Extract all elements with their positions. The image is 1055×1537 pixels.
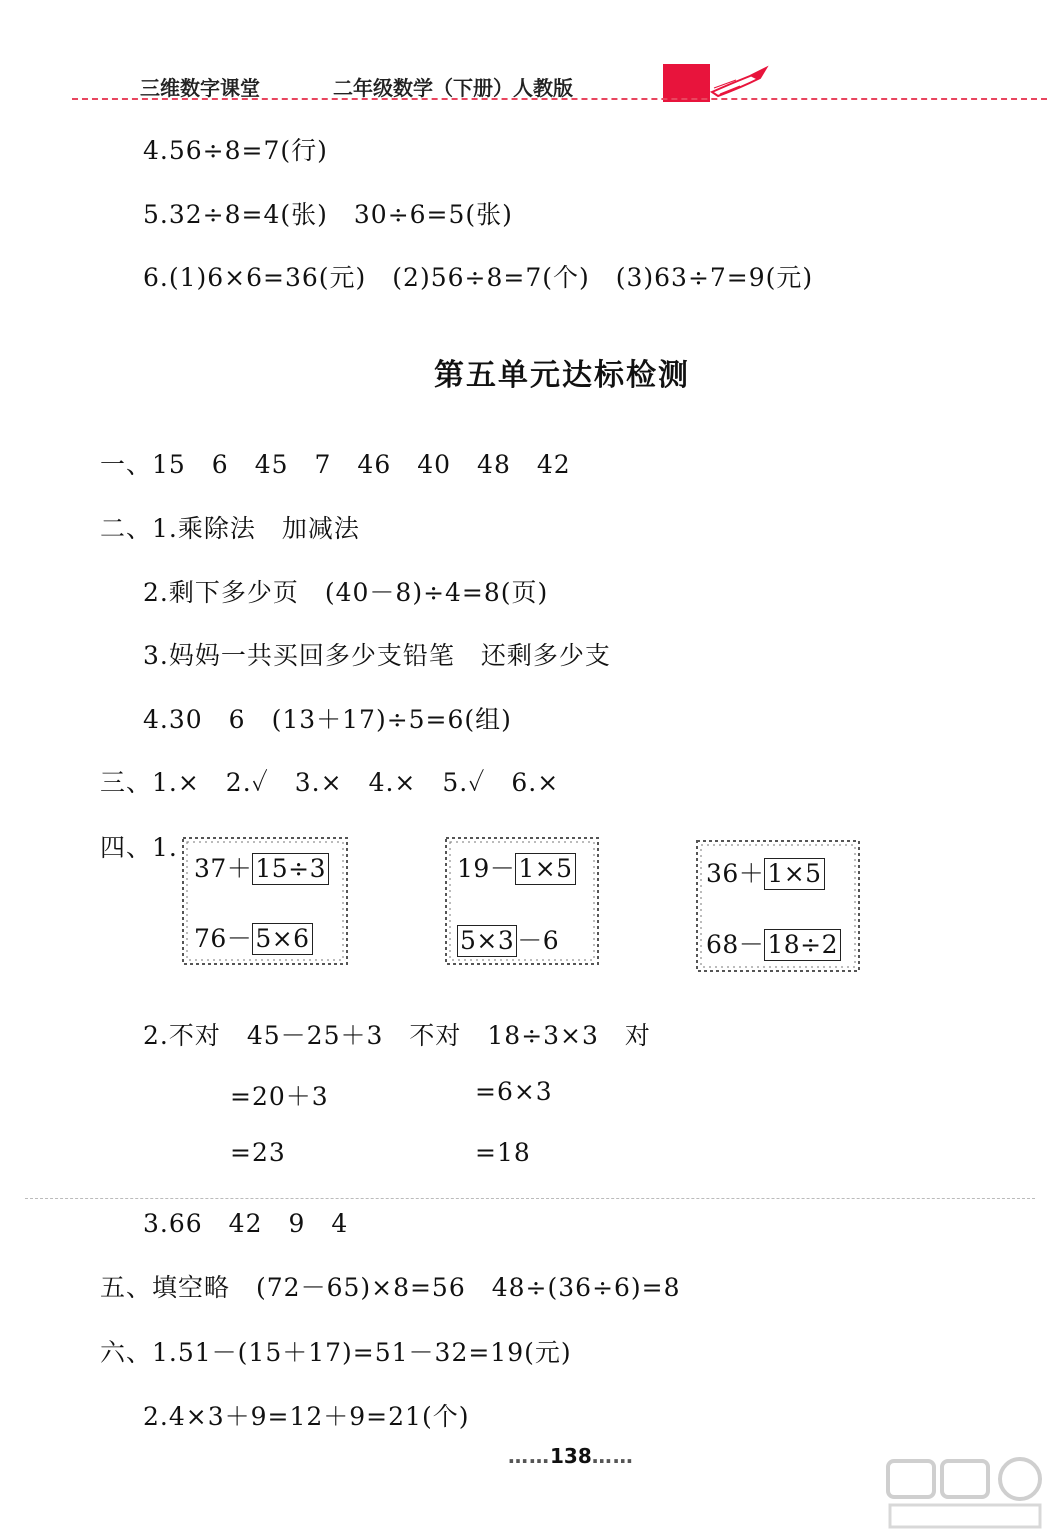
rocket-icon bbox=[710, 62, 772, 102]
part-6-q2: 2.4×3＋9=12＋9=21(个) bbox=[143, 1402, 470, 1431]
puzzle-1-bottom-box: 5×6 bbox=[252, 923, 312, 955]
puzzle-3-bottom-prefix: 68－ bbox=[706, 930, 765, 959]
part-4-label: 四、1. bbox=[100, 833, 178, 862]
part-2-q2: 2.剩下多少页 (40－8)÷4=8(页) bbox=[143, 578, 549, 607]
puzzle-2-bottom bbox=[457, 921, 559, 957]
puzzle-1-top-box: 15÷3 bbox=[252, 853, 329, 885]
part-2-q1: 二、1.乘除法 加减法 bbox=[100, 514, 360, 543]
part-1-answers: 一、15 6 45 7 46 40 48 42 bbox=[100, 450, 571, 479]
puzzle-3-bottom bbox=[706, 925, 841, 961]
header-center-title: 二年级数学（下册）人教版 bbox=[333, 76, 573, 100]
part-4-q2-row1: 2.不对 45－25＋3 不对 18÷3×3 对 bbox=[143, 1021, 651, 1050]
footer-dots-right: …… bbox=[591, 1444, 634, 1468]
puzzle-2-top-box: 1×5 bbox=[515, 853, 575, 885]
puzzle-3-top-box: 1×5 bbox=[764, 858, 824, 890]
part-6-q1: 六、1.51－(15＋17)=51－32=19(元) bbox=[100, 1338, 572, 1367]
puzzle-1-bottom-prefix: 76－ bbox=[194, 924, 253, 953]
part-4-q2-row3-right: =18 bbox=[475, 1138, 531, 1167]
puzzle-1-top bbox=[194, 849, 329, 885]
part-3-answers: 三、1.× 2.✓ 3.× 4.× 5.✓ 6.× bbox=[100, 768, 560, 797]
header-left-title: 三维数字课堂 bbox=[140, 76, 260, 100]
puzzle-2-top-prefix: 19－ bbox=[457, 854, 516, 883]
part-4-q3: 3.66 42 9 4 bbox=[143, 1209, 349, 1238]
section-title: 第五单元达标检测 bbox=[434, 358, 690, 393]
header-divider bbox=[72, 98, 1047, 100]
part-2-q3: 3.妈妈一共买回多少支铅笔 还剩多少支 bbox=[143, 641, 611, 670]
puzzle-3-top bbox=[706, 854, 825, 890]
puzzle-3-top-prefix: 36＋ bbox=[706, 859, 765, 888]
puzzle-2-bottom-box: 5×3 bbox=[457, 925, 517, 957]
part-4-q2-row2-right: =6×3 bbox=[475, 1077, 553, 1106]
puzzle-frame-2 bbox=[443, 835, 613, 963]
answer-line-6: 6.(1)6×6=36(元) (2)56÷8=7(个) (3)63÷7=9(元) bbox=[143, 263, 814, 292]
part-2-q4: 4.30 6 (13＋17)÷5=6(组) bbox=[143, 705, 512, 734]
puzzle-1-top-prefix: 37＋ bbox=[194, 854, 253, 883]
part-4-q2-row2-left: =20＋3 bbox=[230, 1082, 329, 1111]
page-number: 138 bbox=[550, 1444, 592, 1468]
puzzle-frame-3 bbox=[694, 838, 864, 966]
puzzle-2-bottom-suffix: －6 bbox=[517, 926, 560, 955]
puzzle-1-bottom bbox=[194, 919, 313, 955]
part-4-q2-row3-left: =23 bbox=[230, 1138, 286, 1167]
puzzle-3-bottom-box: 18÷2 bbox=[764, 929, 841, 961]
answer-line-5: 5.32÷8=4(张) 30÷6=5(张) bbox=[143, 200, 513, 229]
watermark-logo-icon bbox=[880, 1455, 1050, 1533]
puzzle-frame-1 bbox=[180, 835, 350, 963]
fold-line bbox=[25, 1198, 1035, 1199]
header-accent-block bbox=[663, 64, 710, 102]
puzzle-2-top bbox=[457, 849, 576, 885]
footer-dots-left: …… bbox=[508, 1444, 550, 1468]
answer-line-4: 4.56÷8=7(行) bbox=[143, 136, 328, 165]
page-footer bbox=[508, 1444, 634, 1468]
part-5-answers: 五、填空略 (72－65)×8=56 48÷(36÷6)=8 bbox=[100, 1273, 681, 1302]
